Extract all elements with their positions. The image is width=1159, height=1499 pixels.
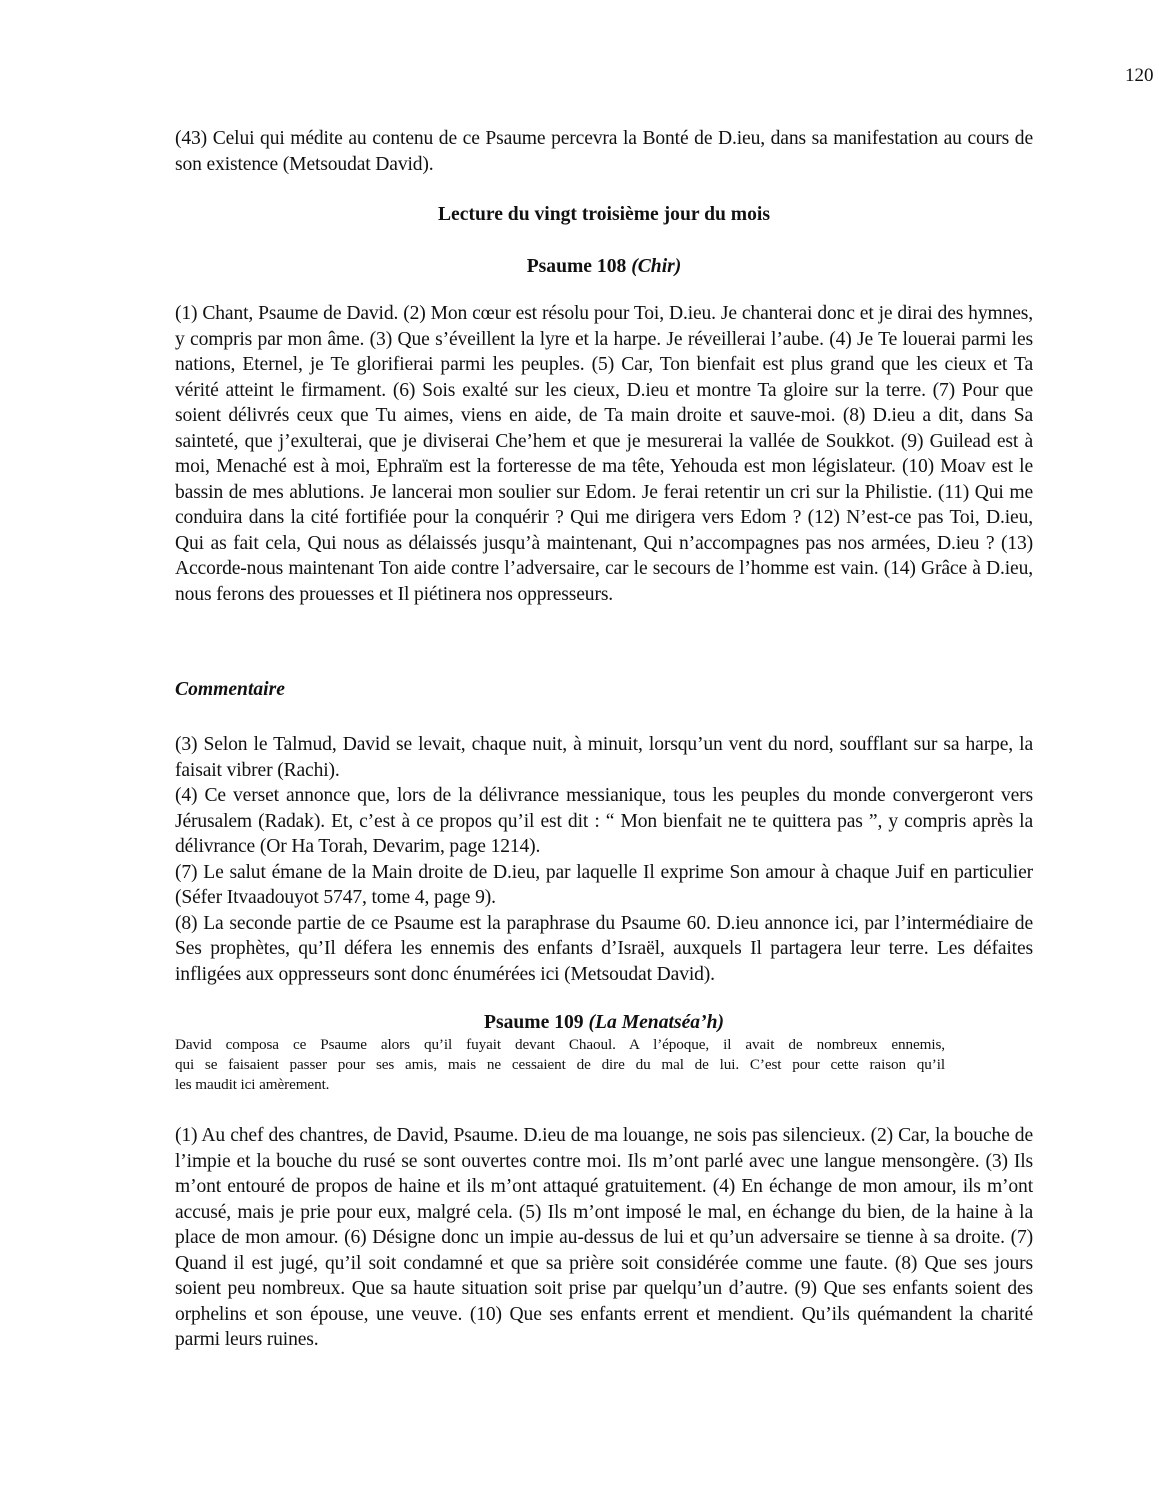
intro-note-text: (43) Celui qui médite au contenu de ce Psaume percevra la Bonté de D.ieu, dans sa manifestation au cours de son existence (Metsoudat David). [175, 128, 1033, 175]
psalm-109-preface-line: les maudit ici amèrement. [175, 1076, 330, 1093]
commentary-item: (8) La seconde partie de ce Psaume est la paraphrase du Psaume 60. D.ieu annonce ici, par l’intermédiaire de Ses prophètes, qu’Il défera les ennemis des enfants d’Israël, auxquels Il partagera leur terre. Les défaites infligées aux oppresseurs sont donc énumérées ici (Metsoudat David). [175, 912, 1033, 985]
psalm-109-preface [175, 1035, 945, 1095]
intro-note [175, 126, 1033, 177]
commentary-item: (4) Ce verset annonce que, lors de la délivrance messianique, tous les peuples du monde convergeront vers Jérusalem (Radak). Et, c’est à ce propos qu’il est dit : “ Mon bienfait ne te quittera pas ”, y compris après la délivrance (Or Ha Torah, Devarim, page 1214). [175, 785, 1033, 857]
commentary-heading: Commentaire [175, 679, 285, 700]
psalm-109-title [175, 1010, 1033, 1035]
psalm-109-text-block [175, 1123, 1033, 1353]
psalm-109-preface-line: David composa ce Psaume alors qu’il fuyait devant Chaoul. A l’époque, il avait de nombreux ennemis, [175, 1036, 945, 1053]
psalm-108-title-text: Psaume 108 [526, 256, 627, 277]
psalm-109-text: (1) Au chef des chantres, de David, Psaume. D.ieu de ma louange, ne sois pas silencieux. (2) Car, la bouche de l’impie et la bouche du rusé se sont ouvertes contre moi. Ils m’ont parlé avec une langue mensongère. (3) Ils m’ont entouré de propos de haine et ils m’ont attaqué gratuitement. (4) En échange de mon amour, ils m’ont accusé, mais je prie pour eux, malgré cela. (5) Ils m’ont imposé le mal, en échange du bien, de la haine à la place de mon amour. (6) Désigne donc un impie au-dessus de lui et qu’un adversaire se tienne à sa droite. (7) Quand il est jugé, qu’il soit condamné et que sa prière soit considérée comme une faute. (8) Que ses jours soient peu nombreux. Que sa haute situation soit prise par quelqu’un d’autre. (9) Que ses enfants soient des orphelins et son épouse, une veuve. (10) Que ses enfants errent et mendient. Qu’ils quémandent la charité parmi leurs ruines. [175, 1125, 1033, 1350]
reading-heading: Lecture du vingt troisième jour du mois [437, 204, 770, 225]
psalm-109-title-text: Psaume 109 [483, 1012, 584, 1033]
psalm-108-title [175, 254, 1033, 279]
commentary-item: (7) Le salut émane de la Main droite de D.ieu, par laquelle Il exprime Son amour à chaque Juif en particulier (Séfer Itvaadouyot 5747, tome 4, page 9). [175, 861, 1033, 908]
psalm-108-text-block [175, 301, 1033, 607]
commentary-list [175, 732, 1033, 987]
psalm-108-text: (1) Chant, Psaume de David. (2) Mon cœur est résolu pour Toi, D.ieu. Je chanterai donc et je dirai des hymnes, y compris par mon âme. (3) Que s’éveillent la lyre et la harpe. Je réveillerai l’aube. (4) Je Te louerai parmi les nations, Eternel, je Te glorifierai parmi les peuples. (5) Car, Ton bienfait est plus grand que les cieux et Ta vérité atteint le firmament. (6) Sois exalté sur les cieux, D.ieu et montre Ta gloire sur la terre. (7) Pour que soient délivrés ceux que Tu aimes, viens en aide, de Ta main droite et sauve-moi. (8) D.ieu a dit, dans Sa sainteté, que j’exulterai, que je diviserai Che’hem et que je mesurerai la vallée de Soukkot. (9) Guilead est à moi, Menaché est à moi, Ephraïm est la forteresse de ma tête, Yehouda est mon législateur. (10) Moav est le bassin de mes ablutions. Je lancerai mon soulier sur Edom. Je ferai retentir un cri sur la Philistie. (11) Qui me conduira dans la cité fortifiée pour la conquérir ? Qui me dirigera vers Edom ? (12) N’est-ce pas Toi, D.ieu, Qui as fait cela, Qui nous as délaissés jusqu’à maintenant, Qui n’accompagnes pas nos armées, D.ieu ? (13) Accorde-nous maintenant Ton aide contre l’adversaire, car le secours de l’homme est vain. (14) Grâce à D.ieu, nous ferons des prouesses et Il piétinera nos oppresseurs. [175, 303, 1033, 605]
psalm-109-subtitle: (La Menatséa’h) [588, 1012, 725, 1033]
psalm-109-preface-line: qui se faisaient passer pour ses amis, mais ne cessaient de dire du mal de lui. C’est pour cette raison qu’il [175, 1056, 945, 1073]
psalm-108-subtitle: (Chir) [631, 256, 682, 277]
page-number: 120 [1125, 65, 1154, 86]
commentary-item: (3) Selon le Talmud, David se levait, chaque nuit, à minuit, lorsqu’un vent du nord, soufflant sur sa harpe, la faisait vibrer (Rachi). [175, 734, 1033, 781]
